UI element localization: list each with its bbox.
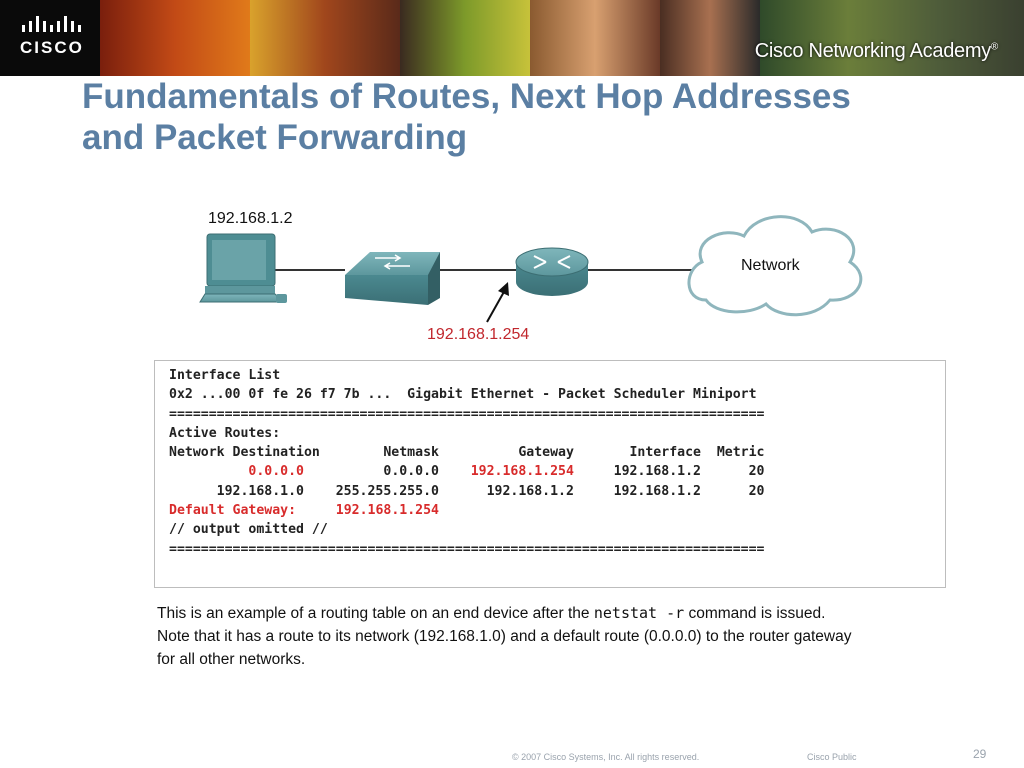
caption-command: netstat -r (593, 604, 685, 622)
logo-wordmark: CISCO (20, 38, 84, 57)
pointer-arrow-icon (487, 282, 509, 322)
caption-text: for all other networks. (157, 651, 306, 668)
route-default-rest: 192.168.1.2 20 (573, 464, 765, 480)
switch-icon (345, 252, 440, 305)
router-icon (516, 248, 588, 296)
terminal-separator: =========================================================================== (169, 541, 765, 557)
slide-caption (157, 602, 957, 671)
network-diagram (0, 0, 1024, 360)
pc-ip-label: 192.168.1.2 (208, 210, 293, 227)
page-number: 29 (973, 747, 987, 761)
route-default-gateway: 192.168.1.254 (470, 464, 574, 480)
routing-table-output (154, 360, 946, 588)
footer-classification: Cisco Public (807, 752, 857, 762)
footer-copyright: © 2007 Cisco Systems, Inc. All rights reserved. (512, 752, 700, 762)
terminal-line: 0x2 ...00 0f fe 26 f7 7b ... Gigabit Ethernet - Packet Scheduler Miniport (169, 387, 757, 403)
caption-text: This is an example of a routing table on an end device after the (157, 605, 594, 622)
route-row-spacing (169, 464, 248, 479)
terminal-text (169, 366, 765, 559)
route-default-netmask: 0.0.0.0 (303, 464, 471, 480)
route-local-row: 192.168.1.0 255.255.255.0 192.168.1.2 192.168.1.2 20 (169, 483, 765, 499)
pc-icon (200, 234, 287, 303)
terminal-line: Interface List (169, 368, 281, 383)
default-gateway-value: 192.168.1.254 (335, 503, 439, 519)
terminal-line: Active Routes: (169, 425, 281, 441)
academy-text: Cisco Networking Academy (754, 40, 991, 62)
cloud-label: Network (741, 257, 800, 274)
title-line-2: and Packet Forwarding (82, 118, 468, 157)
default-gateway-gap (296, 503, 336, 518)
caption-text: Note that it has a route to its network (192.168.1.0) and a default route (0.0.0.0) to the router gateway (157, 628, 852, 645)
default-gateway-label: Default Gateway: (169, 503, 297, 519)
route-default-destination: 0.0.0.0 (248, 464, 304, 480)
academy-registered-mark: ® (990, 41, 998, 53)
router-ip-label: 192.168.1.254 (427, 326, 530, 343)
terminal-separator: =========================================================================== (169, 406, 765, 422)
title-line-1: Fundamentals of Routes, Next Hop Addresses (82, 77, 851, 116)
terminal-line: // output omitted // (169, 522, 328, 538)
table-header: Network Destination Netmask Gateway Interface Metric (169, 445, 765, 461)
caption-text: command is issued. (684, 605, 826, 622)
